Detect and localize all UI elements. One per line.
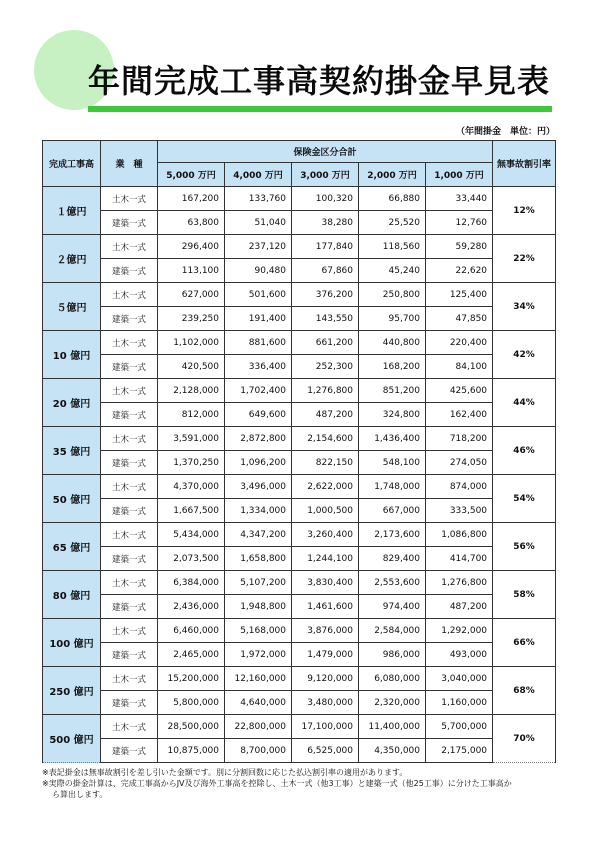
premium-cell: 501,600 [225,283,292,307]
table-row [43,451,556,475]
discount-rate: 34% [493,283,556,331]
footnote: ※表記掛金は無事故割引を差し引いた金額です。別に分割回数に応じた払込割引率の適用があります。 [42,768,408,777]
premium-cell: 812,000 [158,403,225,427]
industry-label: 建築一式 [101,355,158,379]
premium-cell: 5,700,000 [426,715,493,739]
industry-label: 土木一式 [101,235,158,259]
premium-cell: 47,850 [426,307,493,331]
industry-label: 建築一式 [101,547,158,571]
premium-cell: 3,260,400 [292,523,359,547]
premium-cell: 11,400,000 [359,715,426,739]
premium-cell: 250,800 [359,283,426,307]
premium-cell: 6,384,000 [158,571,225,595]
industry-label: 建築一式 [101,451,158,475]
table-row [43,619,556,643]
premium-cell: 9,120,000 [292,667,359,691]
premium-cell: 22,800,000 [225,715,292,739]
header-amount: 1,000 万円 [426,163,493,187]
premium-cell: 974,400 [359,595,426,619]
premium-cell: 2,584,000 [359,619,426,643]
premium-cell: 1,479,000 [292,643,359,667]
premium-cell: 336,400 [225,355,292,379]
discount-rate: 58% [493,571,556,619]
premium-cell: 333,500 [426,499,493,523]
premium-cell: 2,622,000 [292,475,359,499]
premium-cell: 3,496,000 [225,475,292,499]
industry-label: 土木一式 [101,427,158,451]
revenue-label: 50 億円 [43,475,101,523]
premium-cell: 274,050 [426,451,493,475]
discount-rate: 54% [493,475,556,523]
table-row [43,355,556,379]
footnote: ※実際の掛金計算は、完成工事高からJV及び海外工事高を控除し、土木一式（他3工事）と建築一式（他25工事）に分けた工事高か [42,779,512,788]
industry-label: 建築一式 [101,595,158,619]
premium-cell: 376,200 [292,283,359,307]
industry-label: 土木一式 [101,187,158,211]
revenue-label: 500 億円 [43,715,101,763]
premium-cell: 440,800 [359,331,426,355]
premium-cell: 12,760 [426,211,493,235]
premium-cell: 6,080,000 [359,667,426,691]
industry-label: 土木一式 [101,571,158,595]
table-row [43,547,556,571]
revenue-label: 10 億円 [43,331,101,379]
premium-cell: 487,200 [292,403,359,427]
industry-label: 土木一式 [101,667,158,691]
premium-cell: 51,040 [225,211,292,235]
premium-cell: 881,600 [225,331,292,355]
premium-cell: 986,000 [359,643,426,667]
premium-cell: 28,500,000 [158,715,225,739]
premium-cell: 63,800 [158,211,225,235]
premium-cell: 493,000 [426,643,493,667]
premium-cell: 2,073,500 [158,547,225,571]
revenue-label: 100 億円 [43,619,101,667]
premium-cell: 237,120 [225,235,292,259]
premium-cell: 90,480 [225,259,292,283]
premium-cell: 4,350,000 [359,739,426,763]
discount-rate: 22% [493,235,556,283]
discount-rate: 70% [493,715,556,763]
table-row [43,715,556,739]
premium-cell: 874,000 [426,475,493,499]
premium-cell: 25,520 [359,211,426,235]
premium-cell: 661,200 [292,331,359,355]
table-row [43,643,556,667]
premium-cell: 6,525,000 [292,739,359,763]
premium-cell: 66,880 [359,187,426,211]
premium-cell: 1,370,250 [158,451,225,475]
premium-cell: 1,244,100 [292,547,359,571]
industry-label: 土木一式 [101,283,158,307]
premium-cell: 168,200 [359,355,426,379]
premium-cell: 3,830,400 [292,571,359,595]
premium-cell: 1,276,800 [426,571,493,595]
premium-cell: 5,107,200 [225,571,292,595]
page-title: 年間完成工事高契約掛金早見表 [88,62,551,100]
premium-cell: 1,972,000 [225,643,292,667]
table-row [43,187,556,211]
premium-cell: 851,200 [359,379,426,403]
discount-rate: 12% [493,187,556,235]
header-discount-rate: 無事故割引率 [493,141,556,187]
industry-label: 建築一式 [101,643,158,667]
table-row [43,667,556,691]
premium-cell: 829,400 [359,547,426,571]
premium-cell: 67,860 [292,259,359,283]
premium-cell: 12,160,000 [225,667,292,691]
premium-cell: 2,175,000 [426,739,493,763]
header-insurance-group: 保険金区分合計 [158,141,493,163]
industry-label: 土木一式 [101,331,158,355]
premium-cell: 5,800,000 [158,691,225,715]
premium-cell: 191,400 [225,307,292,331]
premium-cell: 2,465,000 [158,643,225,667]
premium-cell: 118,560 [359,235,426,259]
premium-cell: 2,173,600 [359,523,426,547]
premium-cell: 125,400 [426,283,493,307]
premium-cell: 296,400 [158,235,225,259]
premium-cell: 1,096,200 [225,451,292,475]
discount-rate: 46% [493,427,556,475]
premium-cell: 3,876,000 [292,619,359,643]
premium-cell: 1,948,800 [225,595,292,619]
premium-cell: 1,667,500 [158,499,225,523]
premium-cell: 177,840 [292,235,359,259]
premium-cell: 33,440 [426,187,493,211]
discount-rate: 56% [493,523,556,571]
premium-cell: 1,086,800 [426,523,493,547]
table-row [43,571,556,595]
premium-cell: 1,160,000 [426,691,493,715]
premium-cell: 17,100,000 [292,715,359,739]
header-industry: 業 種 [101,141,158,187]
premium-cell: 414,700 [426,547,493,571]
premium-cell: 252,300 [292,355,359,379]
discount-rate: 42% [493,331,556,379]
premium-cell: 8,700,000 [225,739,292,763]
discount-rate: 66% [493,619,556,667]
industry-label: 建築一式 [101,307,158,331]
premium-cell: 1,102,000 [158,331,225,355]
premium-cell: 5,168,000 [225,619,292,643]
revenue-label: 80 億円 [43,571,101,619]
industry-label: 建築一式 [101,259,158,283]
premium-cell: 1,658,800 [225,547,292,571]
premium-cell: 420,500 [158,355,225,379]
table-row [43,283,556,307]
industry-label: 建築一式 [101,499,158,523]
table-row [43,523,556,547]
premium-cell: 22,620 [426,259,493,283]
premium-cell: 822,150 [292,451,359,475]
premium-cell: 2,436,000 [158,595,225,619]
revenue-label: 250 億円 [43,667,101,715]
header-revenue: 完成工事高 [43,141,101,187]
premium-cell: 220,400 [426,331,493,355]
premium-cell: 3,480,000 [292,691,359,715]
premium-cell: 2,872,800 [225,427,292,451]
premium-cell: 718,200 [426,427,493,451]
premium-cell: 239,250 [158,307,225,331]
industry-label: 建築一式 [101,403,158,427]
table-row [43,475,556,499]
premium-cell: 425,600 [426,379,493,403]
premium-cell: 95,700 [359,307,426,331]
premium-cell: 38,280 [292,211,359,235]
footnotes [42,767,557,800]
premium-cell: 3,591,000 [158,427,225,451]
title-underline [88,106,552,112]
industry-label: 土木一式 [101,715,158,739]
premium-cell: 4,370,000 [158,475,225,499]
premium-cell: 548,100 [359,451,426,475]
premium-cell: 113,100 [158,259,225,283]
premium-cell: 487,200 [426,595,493,619]
premium-cell: 1,000,500 [292,499,359,523]
header-amount: 5,000 万円 [158,163,225,187]
header-amount: 2,000 万円 [359,163,426,187]
table-row [43,307,556,331]
table-row [43,211,556,235]
premium-cell: 133,760 [225,187,292,211]
revenue-label: ５億円 [43,283,101,331]
discount-rate: 68% [493,667,556,715]
premium-cell: 649,600 [225,403,292,427]
premium-cell: 2,320,000 [359,691,426,715]
revenue-label: 35 億円 [43,427,101,475]
premium-cell: 100,320 [292,187,359,211]
industry-label: 建築一式 [101,691,158,715]
revenue-label: １億円 [43,187,101,235]
unit-note: （年間掛金 単位：円） [455,127,555,137]
premium-cell: 10,875,000 [158,739,225,763]
table-row [43,235,556,259]
industry-label: 建築一式 [101,739,158,763]
table-row [43,379,556,403]
premium-cell: 2,128,000 [158,379,225,403]
premium-cell: 5,434,000 [158,523,225,547]
premium-cell: 4,640,000 [225,691,292,715]
premium-cell: 1,334,000 [225,499,292,523]
table-row [43,259,556,283]
table-row [43,331,556,355]
premium-cell: 4,347,200 [225,523,292,547]
premium-cell: 59,280 [426,235,493,259]
table-row [43,427,556,451]
premium-cell: 143,550 [292,307,359,331]
industry-label: 土木一式 [101,379,158,403]
premium-table [42,140,556,763]
premium-cell: 1,276,800 [292,379,359,403]
premium-cell: 3,040,000 [426,667,493,691]
premium-cell: 2,154,600 [292,427,359,451]
premium-cell: 1,461,600 [292,595,359,619]
premium-cell: 162,400 [426,403,493,427]
industry-label: 土木一式 [101,523,158,547]
table-row [43,691,556,715]
premium-cell: 2,553,600 [359,571,426,595]
header-amount: 3,000 万円 [292,163,359,187]
header-amount: 4,000 万円 [225,163,292,187]
revenue-label: 65 億円 [43,523,101,571]
premium-cell: 15,200,000 [158,667,225,691]
premium-cell: 627,000 [158,283,225,307]
premium-cell: 1,292,000 [426,619,493,643]
industry-label: 土木一式 [101,619,158,643]
premium-cell: 324,800 [359,403,426,427]
table-row [43,739,556,763]
table-body [43,187,556,763]
premium-cell: 1,748,000 [359,475,426,499]
table-row [43,499,556,523]
table-row [43,595,556,619]
premium-cell: 167,200 [158,187,225,211]
discount-rate: 44% [493,379,556,427]
premium-cell: 45,240 [359,259,426,283]
premium-cell: 1,436,400 [359,427,426,451]
premium-cell: 84,100 [426,355,493,379]
premium-cell: 667,000 [359,499,426,523]
industry-label: 建築一式 [101,211,158,235]
revenue-label: 20 億円 [43,379,101,427]
revenue-label: ２億円 [43,235,101,283]
footnote-continued: ら算出します。 [52,790,108,799]
industry-label: 土木一式 [101,475,158,499]
premium-cell: 1,702,400 [225,379,292,403]
table-row [43,403,556,427]
premium-cell: 6,460,000 [158,619,225,643]
